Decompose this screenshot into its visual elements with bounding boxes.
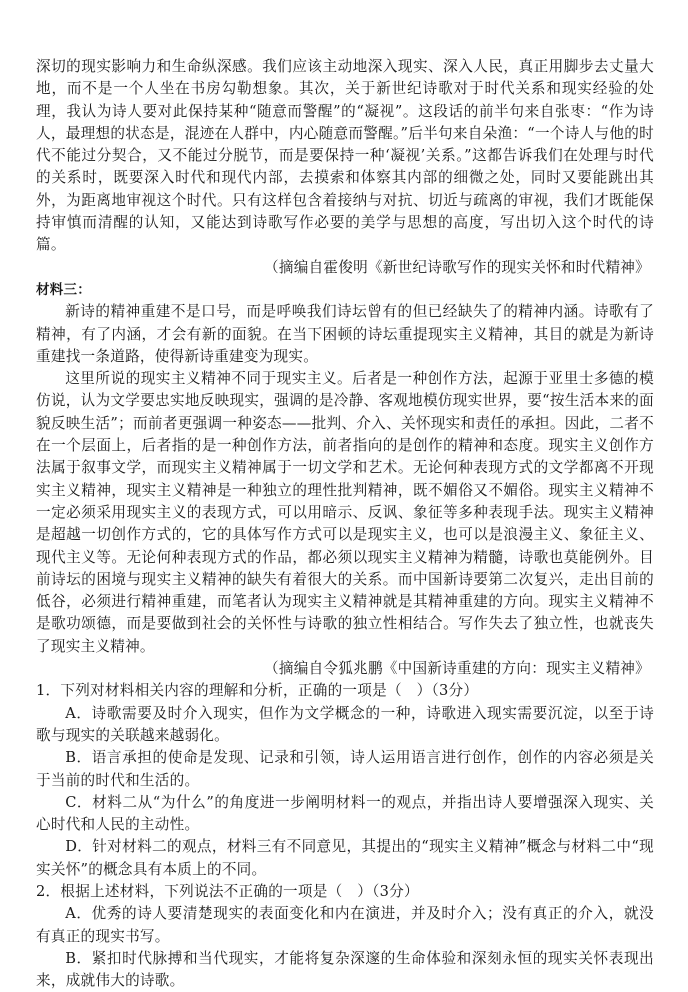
material3-paragraph-1: 新诗的精神重建不是口号，而是呼唤我们诗坛曾有的但已经缺失了的精神内涵。诗歌有了精神，有了内涵，才会有新的面貌。在当下困顿的诗坛重提现实主义精神，其目的就是为新诗重建找一条道路，使得新诗重建变为现实。 bbox=[36, 303, 654, 365]
question1-option-a: A．诗歌需要及时介入现实，但作为文学概念的一种，诗歌进入现实需要沉淀，以至于诗歌与现实的关联越来越弱化。 bbox=[36, 704, 654, 744]
question2-stem: 2．根据上述材料，下列说法不正确的一项是（ ）（3分） bbox=[36, 882, 419, 900]
material3-source: （摘编自令狐兆鹏《中国新诗重建的方向：现实主义精神》 bbox=[264, 660, 650, 678]
question1-stem: 1．下列对材料相关内容的理解和分析，正确的一项是（ ）（3分） bbox=[36, 682, 479, 700]
question2-option-b: B．紧扣时代脉搏和当代现实，才能将复杂深邃的生命体验和深刻永恒的现实关怀表现出来，成就伟大的诗歌。 bbox=[36, 949, 654, 990]
material2-tail-paragraph: 深切的现实影响力和生命纵深感。我们应该主动地深入现实、深入人民，真正用脚步去丈量大地，而不是一个人坐在书房勾勒想象。其次，关于新世纪诗歌对于时代关系和现实经验的处理，我认为诗人要对此保持某种“随意而警醒”的“凝视”。这段话的前半句来自张枣：“作为诗人，最理想的状态是，混迹在人群中，内心随意而警醒。”后半句来自朵渔：“一个诗人与他的时代不能过分契合，又不能过分脱节，而是要保持一种‘凝视’关系。”这都告诉我们在处理与时代的关系时，既要深入时代和现代内部，去摸索和体察其内部的细微之处，同时又要能跳出其外，为距离地审视这个时代。只有这样包含着接纳与对抗、切近与疏离的审视，我们才既能保持审慎而清醒的认知，又能达到诗歌写作必要的美学与思想的高度，写出切入这个时代的诗篇。 bbox=[36, 58, 654, 254]
question1-option-b: B．语言承担的使命是发现、记录和引领，诗人运用语言进行创作，创作的内容必须是关于当前的时代和生活的。 bbox=[36, 749, 654, 789]
question1-option-c: C．材料二从“为什么”的角度进一步阐明材料一的观点，并指出诗人要增强深入现实、关心时代和人民的主动性。 bbox=[36, 793, 654, 834]
material3-heading: 材料三： bbox=[36, 281, 91, 298]
material3-paragraph-2: 这里所说的现实主义精神不同于现实主义。后者是一种创作方法，起源于亚里士多德的模仿说，认为文学要忠实地反映现实，强调的是冷静、客观地模仿现实世界，要“按生活本来的面貌反映生活”；而前者更强调一种姿态——批判、介入、关怀现实和责任的承担。因此，二者不在一个层面上，后者指的是一种创作方法，前者指向的是创作的精神和态度。现实主义创作方法属于叙事文学，而现实主义精神属于一切文学和艺术。无论何种表现方式的文学都离不开现实主义精神，现实主义精神是一种独立的理性批判精神，既不媚俗又不媚俗。现实主义精神不一定必须采用现实主义的表现方式，可以用暗示、反讽、象征等多种表现手法。现实主义精神是超越一切创作方式的，它的具体写作方式可以是现实主义，也可以是浪漫主义、象征主义、现代主义等。无论何种表现方式的作品，都必须以现实主义精神为精髓，诗歌也莫能例外。目前诗坛的困境与现实主义精神的缺失有着很大的关系。而中国新诗要第二次复兴，走出目前的低谷，必须进行精神重建，而笔者认为现实主义精神就是其精神重建的方向。现实主义精神不是歌功颂德，而是要做到社会的关怀性与诗歌的独立性相结合。写作失去了独立性，也就丧失了现实主义精神。 bbox=[36, 370, 654, 655]
question1-option-d: D．针对材料二的观点，材料三有不同意见，其提出的“现实主义精神”概念与材料二中“现实关怀”的概念具有本质上的不同。 bbox=[36, 838, 654, 878]
question2-option-a: A．优秀的诗人要清楚现实的表面变化和内在演进，并及时介入；没有真正的介入，就没有真正的现实书写。 bbox=[36, 905, 654, 945]
material2-source: （摘编自霍俊明《新世纪诗歌写作的现实关怀和时代精神》 bbox=[264, 258, 650, 276]
